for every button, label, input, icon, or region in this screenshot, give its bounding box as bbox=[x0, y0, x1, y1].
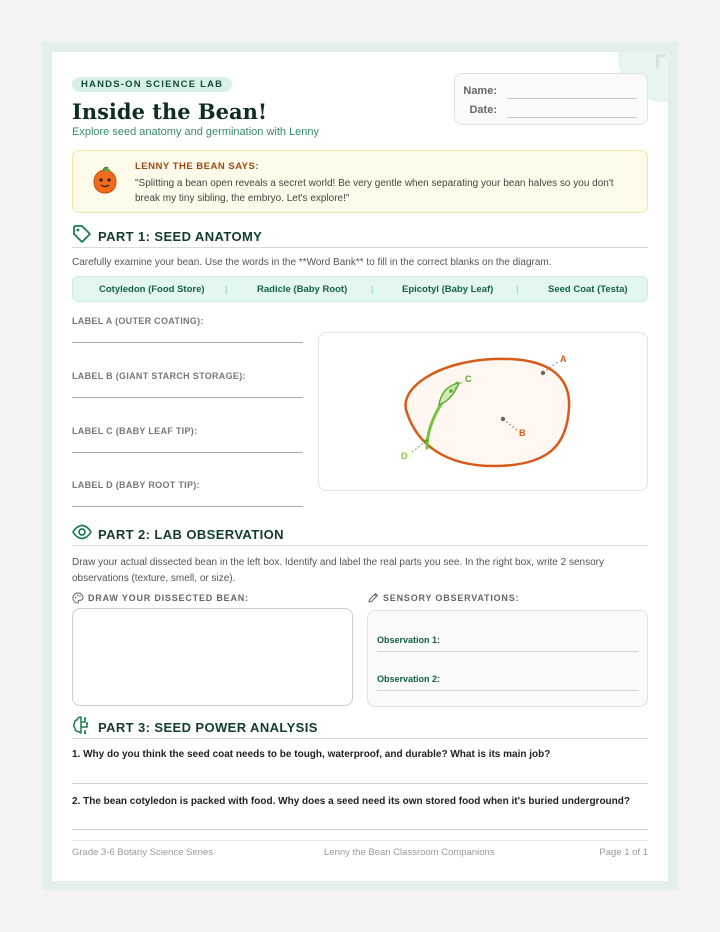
question-1: 1. Why do you think the seed coat needs to be tough, waterproof, and durable? What is its main job? bbox=[72, 749, 551, 760]
marker-a: A bbox=[560, 354, 567, 364]
observation-2-label: Observation 2: bbox=[377, 674, 441, 684]
part2-title: PART 2: LAB OBSERVATION bbox=[98, 527, 284, 542]
footer-divider bbox=[72, 840, 648, 841]
seed-coat-outline bbox=[406, 359, 570, 466]
part3-title: PART 3: SEED POWER ANALYSIS bbox=[98, 720, 318, 735]
page-title: Inside the Bean! bbox=[72, 99, 268, 124]
bean-diagram bbox=[318, 332, 648, 491]
corner-mark bbox=[656, 54, 666, 68]
pencil-icon bbox=[367, 592, 379, 604]
marker-d: D bbox=[401, 451, 408, 461]
name-date-box bbox=[454, 73, 648, 125]
label-b-answer-line[interactable] bbox=[72, 397, 303, 398]
lenny-text: "Splitting a bean open reveals a secret world! Be very gentle when separating your bean halves so you don't break my tiny sibling, the embryo. Let's explore!" bbox=[135, 178, 614, 204]
label-c-answer-line[interactable] bbox=[72, 452, 303, 453]
date-label: Date: bbox=[469, 104, 497, 116]
observation-2-line[interactable] bbox=[377, 690, 638, 691]
question-2: 2. The bean cotyledon is packed with food. Why does a seed need its own stored food when it's buried underground? bbox=[72, 796, 630, 807]
name-label: Name: bbox=[463, 85, 497, 97]
lenny-heading: LENNY THE BEAN SAYS: bbox=[135, 161, 260, 172]
obs-heading: SENSORY OBSERVATIONS: bbox=[383, 593, 520, 603]
part1-header bbox=[72, 224, 648, 248]
word-bank-item: Radicle (Baby Root) bbox=[257, 284, 348, 295]
date-row bbox=[455, 102, 647, 118]
worksheet bbox=[52, 52, 668, 881]
part3-header bbox=[72, 715, 648, 739]
label-a-answer-line[interactable] bbox=[72, 342, 303, 343]
observation-1-label: Observation 1: bbox=[377, 635, 441, 645]
word-bank bbox=[72, 276, 648, 302]
eye-icon bbox=[72, 522, 92, 542]
bean-mascot-icon bbox=[89, 165, 121, 197]
label-a-prompt: LABEL A (OUTER COATING): bbox=[72, 316, 204, 326]
word-bank-separator: | bbox=[371, 284, 374, 295]
word-bank-item: Epicotyl (Baby Leaf) bbox=[402, 284, 494, 295]
word-bank-separator: | bbox=[225, 284, 228, 295]
label-d-answer-line[interactable] bbox=[72, 506, 303, 507]
bean-diagram-svg bbox=[319, 333, 649, 492]
tag-icon bbox=[72, 224, 92, 244]
observations-box bbox=[367, 610, 648, 707]
name-field[interactable] bbox=[507, 98, 637, 99]
question-2-answer-line[interactable] bbox=[72, 829, 648, 830]
label-b-prompt: LABEL B (GIANT STARCH STORAGE): bbox=[72, 371, 246, 381]
footer-center: Lenny the Bean Classroom Companions bbox=[324, 847, 495, 858]
observation-1-line[interactable] bbox=[377, 651, 638, 652]
lab-badge: HANDS-ON SCIENCE LAB bbox=[72, 77, 232, 92]
question-1-answer-line[interactable] bbox=[72, 783, 648, 784]
label-c-prompt: LABEL C (BABY LEAF TIP): bbox=[72, 426, 198, 436]
word-bank-item: Seed Coat (Testa) bbox=[548, 284, 628, 295]
part2-instructions: Draw your actual dissected bean in the left box. Identify and label the real parts you see. In the right box, write 2 sensory observations (texture, smell, or size). bbox=[72, 557, 604, 584]
footer-left: Grade 3-6 Botany Science Series bbox=[72, 847, 213, 858]
palette-icon bbox=[72, 592, 84, 604]
label-d-prompt: LABEL D (BABY ROOT TIP): bbox=[72, 480, 200, 490]
part2-header bbox=[72, 522, 648, 546]
word-bank-separator: | bbox=[516, 284, 519, 295]
lenny-callout bbox=[72, 150, 648, 213]
drawing-area[interactable] bbox=[72, 608, 353, 706]
date-field[interactable] bbox=[507, 117, 637, 118]
part1-instructions: Carefully examine your bean. Use the words in the **Word Bank** to fill in the correct blanks on the diagram. bbox=[72, 257, 552, 268]
name-row bbox=[455, 83, 647, 99]
word-bank-item: Cotyledon (Food Store) bbox=[99, 284, 205, 295]
marker-c: C bbox=[465, 374, 472, 384]
part1-title: PART 1: SEED ANATOMY bbox=[98, 229, 263, 244]
marker-b: B bbox=[519, 428, 526, 438]
draw-heading: DRAW YOUR DISSECTED BEAN: bbox=[88, 593, 249, 603]
page-subtitle: Explore seed anatomy and germination with Lenny bbox=[72, 126, 320, 138]
brain-icon bbox=[72, 715, 92, 735]
footer-right: Page 1 of 1 bbox=[599, 847, 648, 858]
